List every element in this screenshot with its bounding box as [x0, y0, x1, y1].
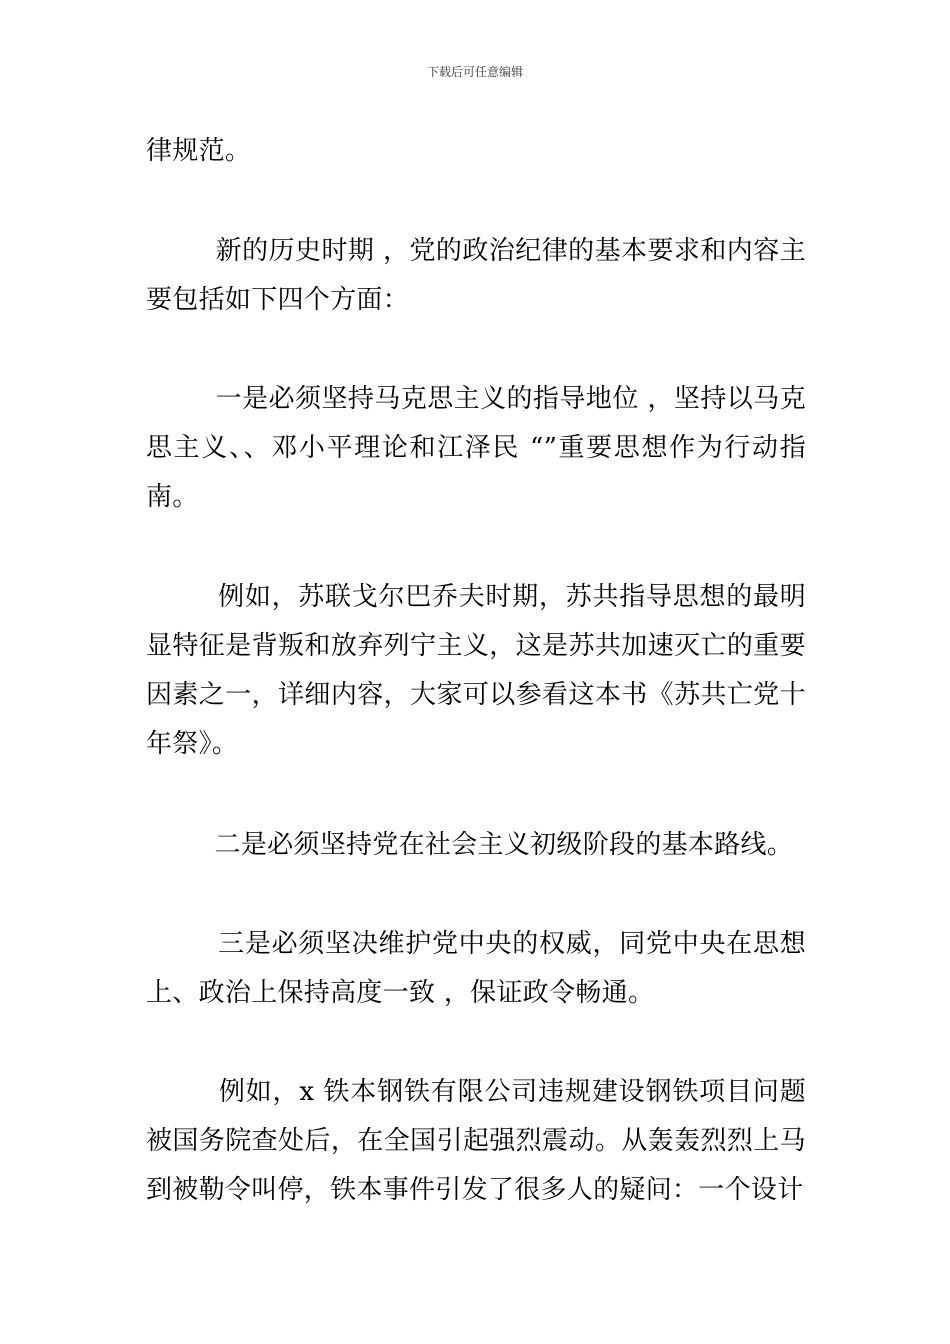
document-body — [146, 821, 806, 870]
paragraph-6: 三是必须坚决维护党中央的权威，同党中央在思想上、政治上保持高度一致 ，保证政令畅通。 — [146, 929, 806, 1008]
document-body — [146, 1068, 806, 1215]
paragraph-5: 二是必须坚持党在社会主义初级阶段的基本路线。 — [146, 830, 794, 860]
paragraph-7: 例如，x 铁本钢铁有限公司违规建设钢铁项目问题被国务院查处后，在全国引起强烈震动。从轰轰烈烈上马到被勒令叫停，铁本事件引发了很多人的疑问：一个设计 — [146, 1077, 806, 1205]
document-body — [146, 227, 806, 325]
document-body — [146, 375, 806, 522]
paragraph-2: 新的历史时期 ，党的政治纪律的基本要求和内容主要包括如下四个方面： — [146, 236, 806, 315]
document-body — [146, 127, 806, 176]
page-header: 下载后可任意编辑 — [426, 65, 523, 79]
document-body — [146, 573, 806, 769]
document-body — [146, 920, 806, 1018]
paragraph-1: 律规范。 — [146, 136, 252, 166]
paragraph-4: 例如，苏联戈尔巴乔夫时期，苏共指导思想的最明显特征是背叛和放弃列宁主义，这是苏共加速灭亡的重要因素之一，详细内容，大家可以参看这本书《苏共亡党十年祭》。 — [146, 582, 806, 759]
paragraph-3: 一是必须坚持马克思主义的指导地位 ，坚持以马克思主义、、邓小平理论和江泽民 “”重要思想作为行动指南。 — [146, 384, 806, 512]
